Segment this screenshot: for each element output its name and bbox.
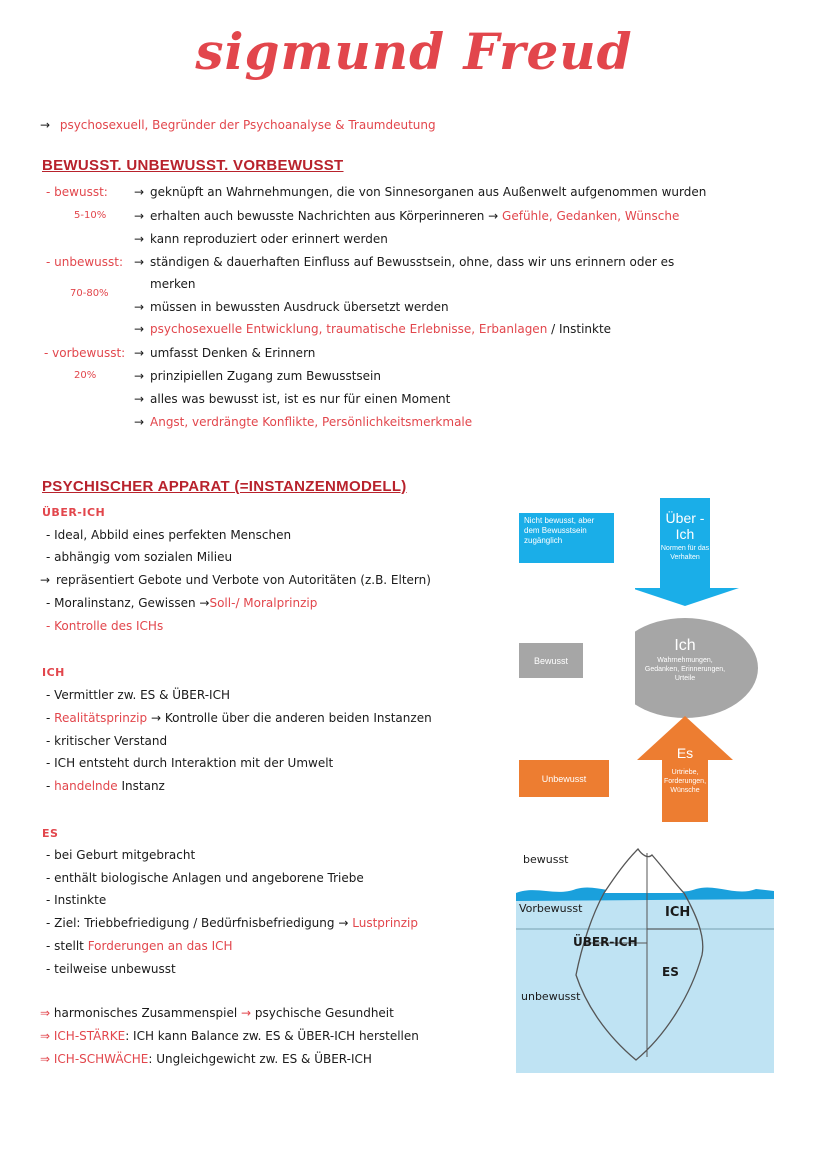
ueberich-item-2: - abhängig vom sozialen Milieu	[46, 550, 233, 564]
vorbewusst-line-3: → alles was bewusst ist, ist es nur für einen Moment	[134, 392, 451, 406]
double-arrow-icon: ⇒	[40, 1006, 51, 1020]
es-item-4: - Ziel: Triebbefriedigung / Bedürfnisbefriedigung → Lustprinzip	[46, 916, 419, 930]
ich-item-5: - handelnde Instanz	[46, 779, 165, 793]
ueberich-item-5: - Kontrolle des ICHs	[46, 619, 164, 633]
ich-item-1: - Vermittler zw. ES & ÜBER-ICH	[46, 688, 230, 702]
ueberich-item-3: → repräsentiert Gebote und Verbote von Autoritäten (z.B. Eltern)	[40, 573, 431, 587]
percent-unbewusst: 70-80%	[70, 288, 109, 299]
arrow-right-icon: →	[40, 118, 51, 132]
double-arrow-icon: ⇒	[40, 1052, 51, 1066]
es-item-3: - Instinkte	[46, 893, 107, 907]
subheading-es: ES	[42, 827, 59, 840]
label-unbewusst: - unbewusst:	[46, 255, 124, 269]
unbewusst-line-2: merken	[150, 277, 196, 291]
conclusion-2: ⇒ ICH-STÄRKE: ICH kann Balance zw. ES & ÜBER-ICH herstellen	[40, 1029, 419, 1043]
bewusst-line-1: → geknüpft an Wahrnehmungen, die von Sinnesorganen aus Außenwelt aufgenommen wurden	[134, 185, 707, 199]
intro-line	[40, 114, 436, 136]
bewusst-line-2: → erhalten auch bewusste Nachrichten aus Körperinneren → Gefühle, Gedanken, Wünsche	[134, 209, 680, 223]
legend-bewusst-box: Bewusst	[519, 643, 583, 678]
ich-item-2: - Realitätsprinzip → Kontrolle über die anderen beiden Instanzen	[46, 711, 432, 725]
es-item-1: - bei Geburt mitgebracht	[46, 848, 196, 862]
legend-vorbewusst-box: Nicht bewusst, aber dem Bewusstsein zugänglich	[519, 513, 614, 563]
iceberg-vorbewusst-label: Vorbewusst	[519, 902, 583, 915]
subheading-ich: ICH	[42, 666, 65, 679]
double-arrow-icon: ⇒	[40, 1029, 51, 1043]
unbewusst-line-4: → psychosexuelle Entwicklung, traumatische Erlebnisse, Erbanlagen / Instinkte	[134, 322, 612, 336]
unbewusst-line-3: → müssen in bewussten Ausdruck übersetzt werden	[134, 300, 449, 314]
ueberich-item-4: - Moralinstanz, Gewissen →Soll-/ Moralprinzip	[46, 596, 318, 610]
bewusst-line-3: → kann reproduziert oder erinnert werden	[134, 232, 388, 246]
intro-traumdeutung: Traumdeutung	[348, 118, 436, 132]
iceberg-tip	[604, 849, 684, 893]
iceberg-unbewusst-label: unbewusst	[521, 990, 581, 1003]
intro-text: psychosexuell, Begründer der Psychoanalyse &	[59, 118, 345, 132]
unbewusst-line-1: → ständigen & dauerhaften Einfluss auf Bewusstsein, ohne, dass wir uns erinnern oder es	[134, 255, 675, 269]
es-item-2: - enthält biologische Anlagen und angeborene Triebe	[46, 871, 364, 885]
label-vorbewusst: - vorbewusst:	[44, 346, 126, 360]
iceberg-bewusst-label: bewusst	[523, 853, 569, 866]
legend-unbewusst-box: Unbewusst	[519, 760, 609, 797]
es-item-5: - stellt Forderungen an das ICH	[46, 939, 233, 953]
percent-vorbewusst: 20%	[74, 370, 97, 381]
iceberg-es-label: ES	[662, 965, 679, 979]
conclusion-1: ⇒ harmonisches Zusammenspiel → psychische Gesundheit	[40, 1006, 394, 1020]
ueberich-item-1: - Ideal, Abbild eines perfekten Menschen	[46, 528, 292, 542]
ich-item-4: - ICH entsteht durch Interaktion mit der Umwelt	[46, 756, 334, 770]
iceberg-ueberich-label: ÜBER-ICH	[573, 935, 638, 949]
water-area	[516, 895, 774, 1073]
subheading-ueberich: ÜBER-ICH	[42, 506, 106, 519]
conclusion-3: ⇒ ICH-SCHWÄCHE: Ungleichgewicht zw. ES & ÜBER-ICH	[40, 1052, 372, 1066]
arrow-right-icon: →	[488, 209, 499, 223]
section-heading-apparat: PSYCHISCHER APPARAT (=INSTANZENMODELL)	[42, 478, 407, 495]
percent-bewusst: 5-10%	[74, 210, 107, 221]
es-diagram-label: Es Urtriebe, Forderungen, Wünsche	[663, 745, 707, 794]
es-item-6: - teilweise unbewusst	[46, 962, 176, 976]
iceberg-diagram	[516, 845, 776, 1075]
vorbewusst-line-2: → prinzipiellen Zugang zum Bewusstsein	[134, 369, 381, 383]
iceberg-ich-label: ICH	[665, 905, 691, 920]
vorbewusst-line-4: → Angst, verdrängte Konflikte, Persönlichkeitsmerkmale	[134, 415, 473, 429]
ich-diagram-label: Ich Wahrnehmungen, Gedanken, Erinnerungen, Urteile	[644, 637, 726, 682]
ich-item-3: - kritischer Verstand	[46, 734, 168, 748]
label-bewusst: - bewusst:	[46, 185, 108, 199]
page-title: sigmund Freud	[195, 22, 633, 81]
vorbewusst-line-1: → umfasst Denken & Erinnern	[134, 346, 316, 360]
section-heading-bewusst: BEWUSST. UNBEWUSST. VORBEWUSST	[42, 157, 344, 174]
ueberich-diagram-label: Über -Ich Normen für das Verhalten	[660, 510, 710, 561]
